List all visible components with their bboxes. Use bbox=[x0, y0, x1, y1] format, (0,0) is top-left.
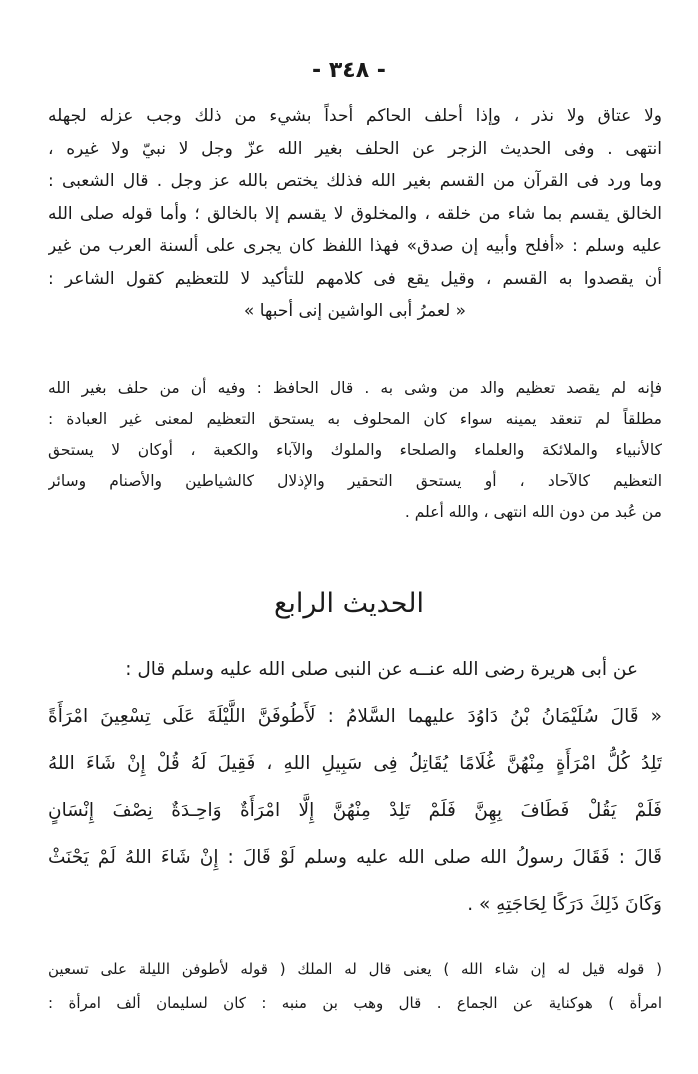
text-line: ولا عتاق ولا نذر ، وإذا أحلف الحاكم أحداً بشيء من ذلك وجب عزله لجهله bbox=[48, 106, 662, 126]
hadith-line: قَالَ : فَقَالَ رسولُ الله صلى الله عليه وسلم لَوْ قَالَ : إِنْ شَاءَ اللهُ لَمْ يَحْنَثْ bbox=[48, 847, 662, 868]
text-line: ( قوله قيل له إن شاء الله ) يعنى قال له الملك ( قوله لأطوفن الليلة على تسعين bbox=[48, 960, 662, 978]
text-line: مطلقاً لم تنعقد يمينه سواء كان المحلوف به يستحق التعظيم لمعنى غير العبادة : bbox=[48, 410, 662, 428]
hadith-line: فَلَمْ يَقُلْ فَطَافَ بِهِنَّ فَلَمْ تَلِدْ مِنْهُنَّ إِلَّا امْرَأَةٌ وَاحِـدَةٌ نِصْفَ إِنْسَانٍ bbox=[48, 800, 662, 821]
text-line: عليه وسلم : «أفلح وأبيه إن صدق» فهذا اللفظ كان يجرى على ألسنة العرب من غير bbox=[48, 236, 662, 256]
text-line: فإنه لم يقصد تعظيم والد من وشى به . قال الحافظ : وفيه أن من حلف بغير الله bbox=[48, 379, 662, 397]
hadith-text bbox=[48, 646, 662, 928]
hadith-line: « قَالَ سُلَيْمَانُ بْنُ دَاوُدَ عليهما السَّلامُ : لَأَطُوفَنَّ اللَّيْلَةَ عَلَى تِسْعِينَ امْرَأَةً bbox=[48, 706, 662, 727]
hadith-line: وَكَانَ ذَلِكَ دَرَكًا لِحَاجَتِهِ » . bbox=[467, 894, 662, 915]
hadith-line: تَلِدُ كُلُّ امْرَأَةٍ مِنْهُنَّ غُلَامًا يُقَاتِلُ فِى سَبِيلِ اللهِ ، فَقِيلَ لَهُ قُلْ إِنْ شَاءَ اللهُ bbox=[48, 753, 662, 774]
section-heading: الحديث الرابع bbox=[274, 588, 424, 619]
text-line: من عُبد من دون الله انتهى ، والله أعلم . bbox=[404, 503, 662, 521]
text-line: التعظيم كالآحاد ، أو يستحق التحقير والإذلال كالشياطين والأصنام وسائر bbox=[48, 472, 662, 490]
poetry-verse: « لعمرُ أبى الواشين إنى أحبها » bbox=[243, 301, 467, 321]
page-number: - ٣٤٨ - bbox=[312, 58, 386, 83]
text-line: أن يقصدوا به القسم ، وقيل يقع فى كلامهم للتأكيد لا للتعظيم كقول الشاعر : bbox=[48, 268, 662, 289]
text-line: امرأة ) هوكناية عن الجماع . قال وهب بن منبه : كان لسليمان ألف امرأة : bbox=[48, 994, 662, 1012]
text-line: كالأنبياء والملائكة والعلماء والصلحاء والملوك والآباء والكعبة ، أوكان لا يستحق bbox=[48, 441, 662, 459]
paragraph-commentary bbox=[48, 373, 662, 528]
footnote-commentary bbox=[48, 952, 662, 1020]
text-line: وما ورد فى القرآن من القسم بغير الله فذلك يختص بالله عز وجل . قال الشعبى : bbox=[48, 171, 662, 191]
text-line: انتهى . وفى الحديث الزجر عن الحلف بغير الله عزّ وجل لا نبيّ ولا غيره ، bbox=[48, 138, 662, 159]
paragraph-main bbox=[48, 100, 662, 328]
text-line: الخالق يقسم بما شاء من خلقه ، والمخلوق لا يقسم إلا بالخالق ؛ وأما قوله صلى الله bbox=[48, 203, 662, 224]
hadith-intro: عن أبى هريرة رضى الله عنــه عن النبى صلى الله عليه وسلم قال : bbox=[125, 659, 638, 680]
